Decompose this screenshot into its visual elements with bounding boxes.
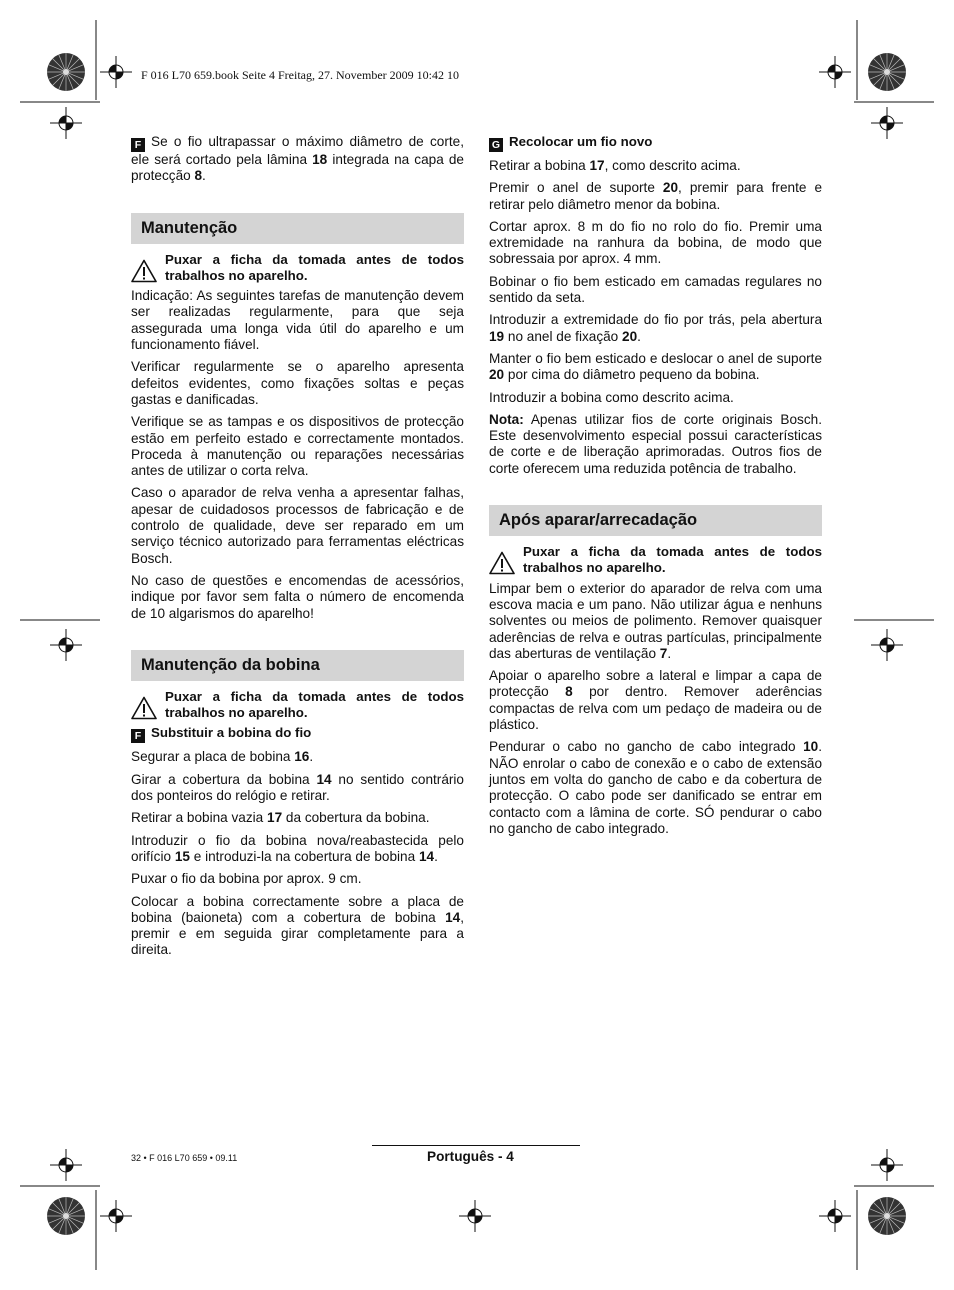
paragraph: Girar a cobertura da bobina 14 no sentido contrário dos ponteiros do relógio e retirar. [131, 771, 464, 804]
paragraph: Puxar o fio da bobina por aprox. 9 cm. [131, 871, 362, 887]
paragraph: Segurar a placa de bobina 16. [131, 749, 314, 765]
warning-triangle-icon [131, 259, 157, 283]
paragraph: Retirar a bobina 17, como descrito acima. [489, 158, 741, 173]
warning-block [131, 252, 464, 285]
paragraph: Bobinar o fio bem esticado em camadas regulares no sentido da seta. [489, 273, 822, 306]
intro-paragraph: F Se o fio ultrapassar o máximo diâmetro de corte, ele será cortado pela lâmina 18 integrada na capa de protecção 8. [131, 134, 464, 184]
paragraph: Apoiar o aparelho sobre a lateral e limpar a capa de protecção 8 por dentro. Remover aderências compactas de relva com um pedaço de madeira ou de plástico. [489, 668, 822, 733]
paragraph: Verificar regularmente se o aparelho apresenta defeitos evidentes, como fixações soltas e peças gastas e danificadas. [131, 359, 464, 407]
star-mark-tr [868, 53, 906, 91]
section-heading-apos-aparar: Após aparar/arrecadação [489, 505, 822, 536]
left-column [131, 134, 464, 965]
page-number: Português - 4 [427, 1149, 514, 1164]
star-mark-br [868, 1197, 906, 1235]
figure-badge: G [489, 138, 503, 152]
paragraph: Cortar aprox. 8 m do fio no rolo do fio. Premir uma extremidade na ranhura da bobina, de modo que sobressaia por aprox. 4 mm. [489, 218, 822, 267]
paragraph: No caso de questões e encomendas de acessórios, indique por favor sem falta o número de encomenda de 10 algarismos do aparelho! [131, 572, 464, 621]
warning-triangle-icon [131, 696, 157, 720]
subheading-recolocar-fio: G Recolocar um fio novo [489, 134, 822, 152]
paragraph: Pendurar o cabo no gancho de cabo integrado 10. NÃO enrolar o cabo de conexão e o cabo de extensão juntos em volta do gancho de cabo e da cobertura de protecção. O cabo pode ser danificado se entrar em contacto com a lâmina de corte. SÓ pendurar o cabo no gancho de cabo integrado. [489, 739, 822, 836]
paragraph: Premir o anel de suporte 20, premir para frente e retirar pelo diâmetro menor da bobina. [489, 180, 822, 212]
figure-badge: F [131, 729, 145, 743]
figure-badge: F [131, 138, 145, 152]
paragraph: Manter o fio bem esticado e deslocar o anel de suporte 20 por cima do diâmetro pequeno da bobina. [489, 350, 822, 383]
warning-block [489, 544, 822, 577]
footer-code: 32 • F 016 L70 659 • 09.11 [131, 1153, 238, 1163]
warning-text: Puxar a ficha da tomada antes de todos trabalhos no aparelho. [165, 688, 464, 721]
warning-text: Puxar a ficha da tomada antes de todos trabalhos no aparelho. [165, 251, 464, 283]
warning-block [131, 689, 464, 722]
paragraph: Introduzir o fio da bobina nova/reabastecida pelo orifício 15 e introduzi-la na cobertura de bobina 14. [131, 832, 464, 864]
paragraph: Indicação: As seguintes tarefas de manutenção devem ser realizadas regularmente, para que seja assegurada uma longa vida útil do aparelho e um funcionamento fiável. [131, 288, 464, 353]
star-mark-bl [47, 1197, 85, 1235]
paragraph: Limpar bem o exterior do aparador de relva com uma escova macia e um pano. Não utilizar água e nenhuns solventes ou meios de polimento. Remover quaisquer aderências de relva e outras partículas, principalmente das aberturas de ventilação 7. [489, 580, 822, 661]
note-paragraph: Nota: Apenas utilizar fios de corte originais Bosch. Este desenvolvimento especial possui características de corte e de liberação aprimoradas. Outros fios de corte oferecem uma reduzida potência de trabalho. [489, 411, 822, 476]
paragraph: Retirar a bobina vazia 17 da cobertura da bobina. [131, 810, 430, 826]
subheading-substituir-bobina: F Substituir a bobina do fio [131, 725, 464, 743]
section-heading-manutencao: Manutenção [131, 213, 464, 244]
star-mark-tl [47, 53, 85, 91]
print-file-info: F 016 L70 659.book Seite 4 Freitag, 27. November 2009 10:42 10 [141, 68, 459, 82]
paragraph: Introduzir a bobina como descrito acima. [489, 389, 734, 405]
paragraph: Verifique se as tampas e os dispositivos de protecção estão em perfeito estado e correctamente montados. Proceda à manutenção ou reparações necessárias antes de utilizar o corta relva. [131, 414, 464, 479]
section-heading-manutencao-bobina: Manutenção da bobina [131, 650, 464, 681]
footer-divider [372, 1145, 580, 1146]
warning-triangle-icon [489, 551, 515, 575]
paragraph: Caso o aparador de relva venha a apresentar falhas, apesar de cuidadosos processos de fabricação e de controlo de qualidade, deve ser reparado em um serviço técnico autorizado para ferramentas eléctricas Bosch. [131, 485, 464, 566]
paragraph: Colocar a bobina correctamente sobre a placa de bobina (baioneta) com a cobertura de bobina 14, premir e em seguida girar completamente para a direita. [131, 893, 464, 958]
paragraph: Introduzir a extremidade do fio por trás, pela abertura 19 no anel de fixação 20. [489, 312, 822, 344]
warning-text: Puxar a ficha da tomada antes de todos trabalhos no aparelho. [523, 544, 822, 576]
right-column [489, 134, 822, 843]
